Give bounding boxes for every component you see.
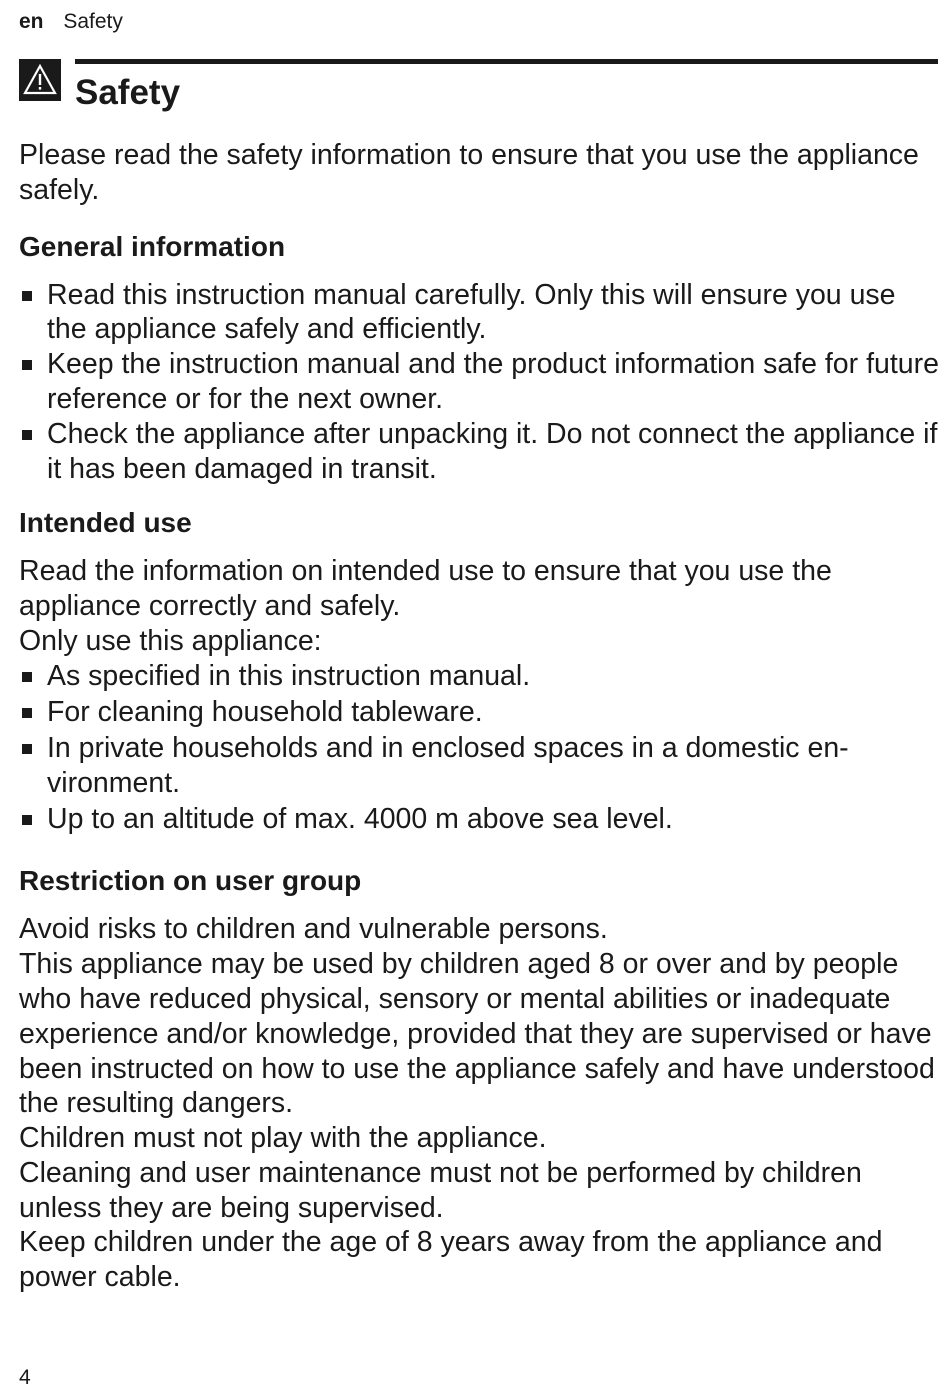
list-item: As specified in this instruction manual. [19, 659, 939, 694]
page-title: Safety [75, 73, 181, 112]
general-information-heading: General information [19, 230, 286, 262]
bullet-square-icon [22, 291, 32, 301]
bullet-square-icon [22, 672, 32, 682]
intended-use-paragraph: Read the information on intended use to ensure that you use the appliance correctly and safely. [19, 555, 832, 623]
restriction-paragraph: This appliance may be used by children aged 8 or over and by people who have reduced physical, sensory or mental abilities or inadequate experience and/or knowledge, provided that they are supervised or have been instructed on how to use the appliance safely and have understood the resulting dangers. [19, 948, 935, 1120]
restriction-paragraph: Children must not play with the appliance. [19, 1122, 547, 1155]
list-item: Up to an altitude of max. 4000 m above sea level. [19, 802, 939, 837]
bullet-square-icon [22, 708, 32, 718]
intended-use-heading: Intended use [19, 507, 192, 539]
page-number: 4 [19, 1366, 31, 1389]
intended-use-list [19, 659, 939, 837]
list-item: In private households and in enclosed spaces in a domestic environment. [19, 731, 939, 801]
header-section: Safety [63, 10, 123, 33]
warning-triangle-icon [19, 59, 61, 101]
running-header [19, 9, 123, 35]
restriction-paragraph: Keep children under the age of 8 years away from the appliance and power cable. [19, 1226, 883, 1294]
language-code: en [19, 10, 44, 33]
title-rule [75, 59, 938, 64]
restriction-paragraph: Cleaning and user maintenance must not be performed by children unless they are being supervised. [19, 1156, 862, 1224]
list-item: Read this instruction manual carefully. Only this will ensure you use the appliance safely and efficiently. [19, 278, 939, 348]
list-item: For cleaning household tableware. [19, 695, 939, 730]
restriction-paragraph: Avoid risks to children and vulnerable persons. [19, 913, 608, 946]
restriction-heading: Restriction on user group [19, 865, 362, 897]
bullet-square-icon [22, 815, 32, 825]
bullet-square-icon [22, 430, 32, 440]
general-information-list [19, 278, 939, 487]
bullet-square-icon [22, 360, 32, 370]
list-item: Check the appliance after unpacking it. Do not connect the appliance if it has been damaged in transit. [19, 417, 939, 487]
bullet-square-icon [22, 744, 32, 754]
safety-content [19, 138, 939, 1295]
intended-use-lead: Only use this appliance: [19, 624, 322, 657]
intro-paragraph: Please read the safety information to ensure that you use the appliance safely. [19, 139, 919, 206]
list-item: Keep the instruction manual and the product information safe for future reference or for the next owner. [19, 347, 939, 417]
